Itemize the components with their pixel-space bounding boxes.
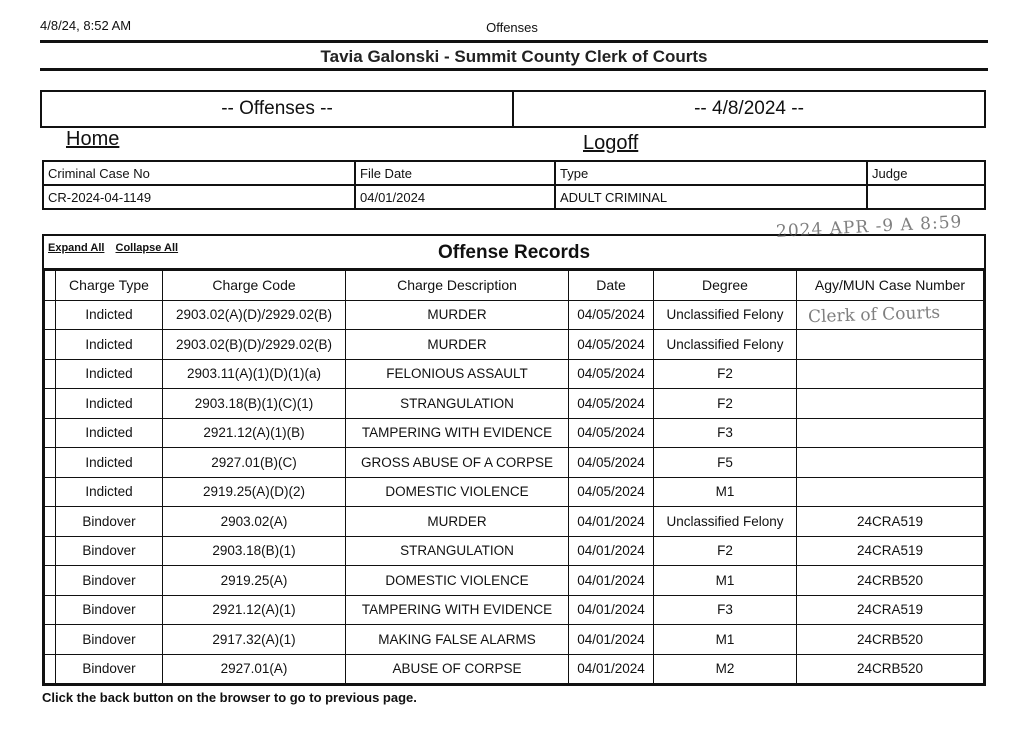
charge-description-cell: STRANGULATION — [346, 389, 569, 419]
degree-cell: M1 — [654, 477, 797, 507]
offense-row[interactable] — [45, 389, 984, 419]
row-gutter — [45, 625, 56, 655]
row-gutter — [45, 507, 56, 537]
type-label: Type — [555, 161, 867, 185]
charge-type-cell: Bindover — [56, 566, 163, 596]
date-cell: 04/01/2024 — [569, 654, 654, 684]
charge-description-cell: TAMPERING WITH EVIDENCE — [346, 595, 569, 625]
charge-description-cell: DOMESTIC VIOLENCE — [346, 566, 569, 596]
banner-title: Tavia Galonski - Summit County Clerk of Courts — [320, 47, 708, 66]
degree-cell: Unclassified Felony — [654, 507, 797, 537]
judge-label: Judge — [867, 161, 985, 185]
date-cell: 04/05/2024 — [569, 418, 654, 448]
charge-code-cell: 2903.02(A)(D)/2929.02(B) — [163, 300, 346, 330]
charge-type-cell: Indicted — [56, 389, 163, 419]
file-date-value: 04/01/2024 — [355, 185, 555, 209]
degree-cell: Unclassified Felony — [654, 330, 797, 360]
charge-description-cell: ABUSE OF CORPSE — [346, 654, 569, 684]
charge-type-cell: Bindover — [56, 536, 163, 566]
offense-row[interactable] — [45, 477, 984, 507]
offense-row[interactable] — [45, 566, 984, 596]
charge-code-cell: 2917.32(A)(1) — [163, 625, 346, 655]
date-cell: 04/05/2024 — [569, 300, 654, 330]
offense-row[interactable] — [45, 448, 984, 478]
charge-description-cell: GROSS ABUSE OF A CORPSE — [346, 448, 569, 478]
header-section-title: -- Offenses -- — [221, 98, 333, 119]
agency-case-number-cell — [797, 418, 984, 448]
offense-row[interactable] — [45, 359, 984, 389]
back-instruction: Click the back button on the browser to go to previous page. — [42, 690, 417, 705]
row-gutter — [45, 595, 56, 625]
header-date: -- 4/8/2024 -- — [512, 92, 984, 126]
col-date: Date — [569, 271, 654, 301]
clerk-stamp-date: 2024 APR -9 A 8:59 — [775, 212, 963, 242]
charge-type-cell: Bindover — [56, 507, 163, 537]
offense-row[interactable] — [45, 536, 984, 566]
charge-type-cell: Indicted — [56, 300, 163, 330]
row-gutter — [45, 448, 56, 478]
degree-cell: F3 — [654, 418, 797, 448]
page-header — [40, 90, 986, 128]
charge-type-cell: Indicted — [56, 330, 163, 360]
charge-description-cell: STRANGULATION — [346, 536, 569, 566]
charge-code-cell: 2903.11(A)(1)(D)(1)(a) — [163, 359, 346, 389]
charge-code-cell: 2919.25(A)(D)(2) — [163, 477, 346, 507]
row-gutter — [45, 477, 56, 507]
date-cell: 04/05/2024 — [569, 330, 654, 360]
degree-cell: F2 — [654, 359, 797, 389]
col-charge-code: Charge Code — [163, 271, 346, 301]
banner-top-rule — [40, 40, 988, 43]
row-gutter — [45, 330, 56, 360]
degree-cell: M1 — [654, 625, 797, 655]
charge-code-cell: 2903.02(B)(D)/2929.02(B) — [163, 330, 346, 360]
agency-case-number-cell: 24CRB520 — [797, 654, 984, 684]
print-page-title: Offenses — [486, 20, 538, 35]
row-gutter — [45, 300, 56, 330]
degree-cell: F5 — [654, 448, 797, 478]
charge-description-cell: FELONIOUS ASSAULT — [346, 359, 569, 389]
row-gutter — [45, 359, 56, 389]
case-info-values — [43, 185, 985, 209]
row-gutter-header — [45, 271, 56, 301]
charge-type-cell: Indicted — [56, 477, 163, 507]
agency-case-number-cell: 24CRB520 — [797, 566, 984, 596]
degree-cell: F2 — [654, 389, 797, 419]
date-cell: 04/05/2024 — [569, 359, 654, 389]
date-cell: 04/01/2024 — [569, 566, 654, 596]
agency-case-number-cell — [797, 448, 984, 478]
degree-cell: M1 — [654, 566, 797, 596]
offense-row[interactable] — [45, 507, 984, 537]
charge-type-cell: Indicted — [56, 418, 163, 448]
case-no-label: Criminal Case No — [43, 161, 355, 185]
row-gutter — [45, 566, 56, 596]
clerk-stamp-text: Clerk of Courts — [807, 302, 941, 328]
date-cell: 04/05/2024 — [569, 477, 654, 507]
case-info-labels — [43, 161, 985, 185]
charge-description-cell: MURDER — [346, 300, 569, 330]
offense-records-title: Offense Records — [437, 242, 591, 263]
logoff-link[interactable]: Logoff — [583, 132, 639, 154]
charge-type-cell: Bindover — [56, 654, 163, 684]
col-charge-description: Charge Description — [346, 271, 569, 301]
judge-value — [867, 185, 985, 209]
offense-row[interactable] — [45, 625, 984, 655]
agency-case-number-cell — [797, 477, 984, 507]
agency-case-number-cell: 24CRA519 — [797, 595, 984, 625]
offense-row[interactable] — [45, 595, 984, 625]
date-cell: 04/01/2024 — [569, 595, 654, 625]
offense-records-header — [44, 236, 984, 270]
type-value: ADULT CRIMINAL — [555, 185, 867, 209]
col-charge-type: Charge Type — [56, 271, 163, 301]
case-info-table — [42, 160, 986, 210]
charge-type-cell: Bindover — [56, 595, 163, 625]
col-degree: Degree — [654, 271, 797, 301]
charge-code-cell: 2903.18(B)(1) — [163, 536, 346, 566]
date-cell: 04/05/2024 — [569, 389, 654, 419]
charge-description-cell: MAKING FALSE ALARMS — [346, 625, 569, 655]
row-gutter — [45, 389, 56, 419]
home-link[interactable]: Home — [66, 128, 120, 150]
date-cell: 04/01/2024 — [569, 507, 654, 537]
offense-table — [44, 270, 984, 684]
row-gutter — [45, 536, 56, 566]
date-cell: 04/05/2024 — [569, 448, 654, 478]
agency-case-number-cell: 24CRA519 — [797, 507, 984, 537]
charge-code-cell: 2919.25(A) — [163, 566, 346, 596]
charge-type-cell: Indicted — [56, 448, 163, 478]
offense-row[interactable] — [45, 418, 984, 448]
agency-case-number-cell — [797, 359, 984, 389]
charge-description-cell: TAMPERING WITH EVIDENCE — [346, 418, 569, 448]
offense-table-body — [45, 300, 984, 684]
row-gutter — [45, 654, 56, 684]
agency-case-number-cell: 24CRB520 — [797, 625, 984, 655]
charge-description-cell: MURDER — [346, 330, 569, 360]
agency-case-number-cell — [797, 389, 984, 419]
charge-code-cell: 2927.01(B)(C) — [163, 448, 346, 478]
banner-bottom-rule — [40, 68, 988, 71]
offense-records-panel — [42, 234, 986, 686]
file-date-label: File Date — [355, 161, 555, 185]
offense-table-header — [45, 271, 984, 301]
col-agency-case-number: Agy/MUN Case Number — [797, 271, 984, 301]
degree-cell: F3 — [654, 595, 797, 625]
degree-cell: F2 — [654, 536, 797, 566]
agency-case-number-cell — [797, 330, 984, 360]
charge-code-cell: 2921.12(A)(1)(B) — [163, 418, 346, 448]
charge-code-cell: 2903.18(B)(1)(C)(1) — [163, 389, 346, 419]
date-cell: 04/01/2024 — [569, 625, 654, 655]
charge-code-cell: 2903.02(A) — [163, 507, 346, 537]
degree-cell: Unclassified Felony — [654, 300, 797, 330]
offense-row[interactable] — [45, 654, 984, 684]
charge-type-cell: Bindover — [56, 625, 163, 655]
charge-code-cell: 2921.12(A)(1) — [163, 595, 346, 625]
date-cell: 04/01/2024 — [569, 536, 654, 566]
charge-type-cell: Indicted — [56, 359, 163, 389]
agency-case-number-cell: 24CRA519 — [797, 536, 984, 566]
charge-description-cell: MURDER — [346, 507, 569, 537]
collapse-all-link[interactable]: Collapse All — [115, 242, 179, 254]
offense-row[interactable] — [45, 330, 984, 360]
print-datetime: 4/8/24, 8:52 AM — [40, 18, 132, 33]
expand-all-link[interactable]: Expand All — [48, 242, 105, 254]
degree-cell: M2 — [654, 654, 797, 684]
row-gutter — [45, 418, 56, 448]
case-no-value: CR-2024-04-1149 — [43, 185, 355, 209]
charge-code-cell: 2927.01(A) — [163, 654, 346, 684]
charge-description-cell: DOMESTIC VIOLENCE — [346, 477, 569, 507]
